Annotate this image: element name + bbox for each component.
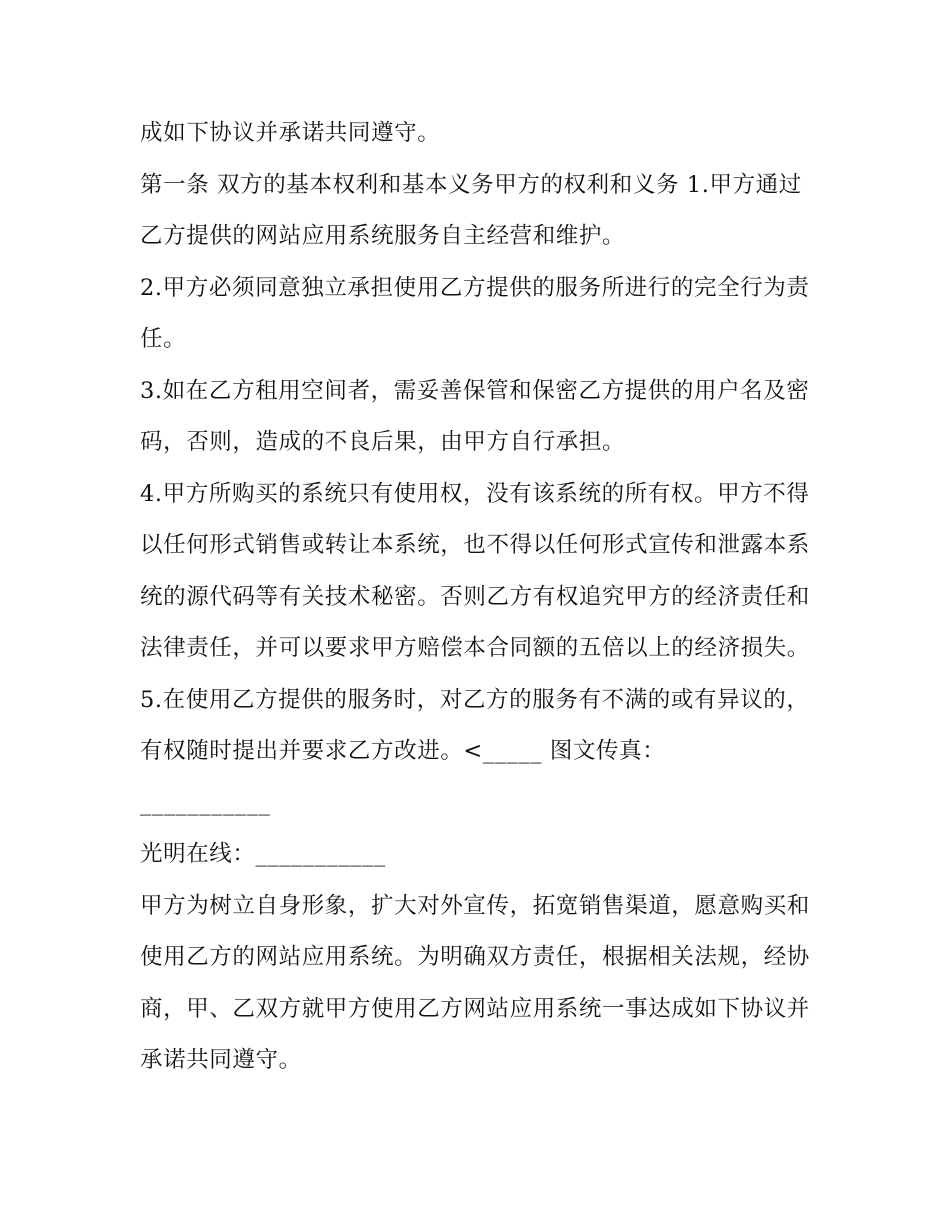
online-contact-line: 光明在线：___________ — [140, 841, 386, 867]
paragraph-clause-5: 5.在使用乙方提供的服务时，对乙方的服务有不满的或有异议的，有权随时提出并要求乙方改进。<_____ 图文传真： — [140, 686, 810, 764]
document-body — [140, 108, 820, 1087]
fax-blank-line: ___________ — [140, 789, 271, 816]
paragraph-clause-3: 3.如在乙方租用空间者，需妥善保管和保密乙方提供的用户名及密码，否则，造成的不良后果，由甲方自行承担。 — [140, 377, 810, 455]
paragraph-clause-4: 4.甲方所购买的系统只有使用权，没有该系统的所有权。甲方不得以任何形式销售或转让本系统，也不得以任何形式宣传和泄露本系统的源代码等有关技术秘密。否则乙方有权追究甲方的经济责任和法律责任，并可以要求甲方赔偿本合同额的五倍以上的经济损失。 — [140, 480, 810, 661]
paragraph-clause-2: 2.甲方必须同意独立承担使用乙方提供的服务所进行的完全行为责任。 — [140, 274, 810, 352]
paragraph-preamble: 甲方为树立自身形象，扩大对外宣传，拓宽销售渠道，愿意购买和使用乙方的网站应用系统。为明确双方责任，根据相关法规，经协商，甲、乙双方就甲方使用乙方网站应用系统一事达成如下协议并承诺共同遵守。 — [140, 892, 810, 1073]
paragraph-article-one: 第一条 双方的基本权利和基本义务甲方的权利和义务 1.甲方通过乙方提供的网站应用系统服务自主经营和维护。 — [140, 171, 802, 249]
paragraph-intro-continued: 成如下协议并承诺共同遵守。 — [140, 120, 441, 146]
